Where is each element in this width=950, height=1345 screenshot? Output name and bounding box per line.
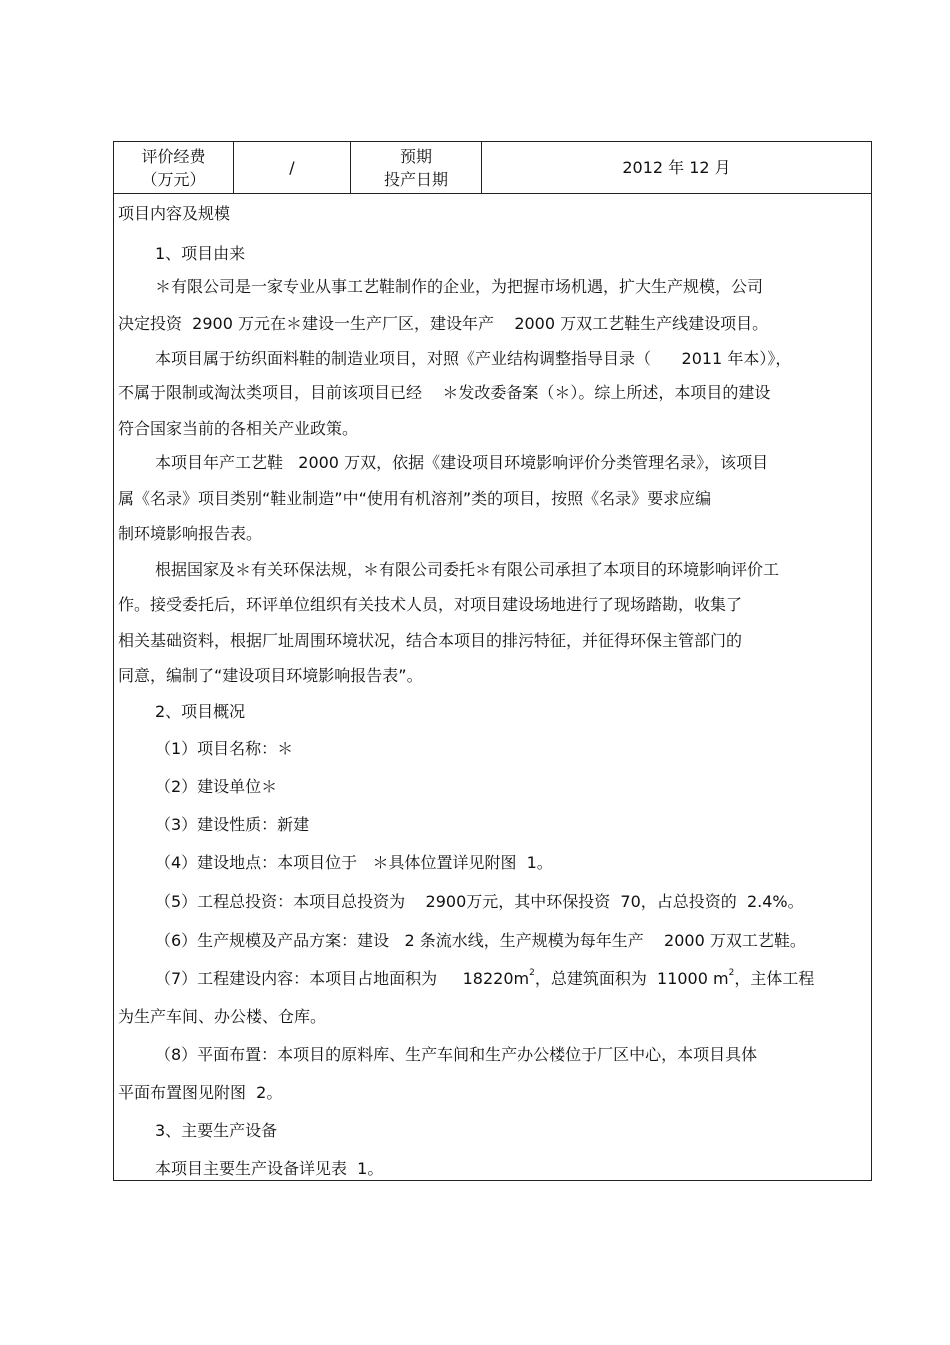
item7-text-c: ，主体工程 <box>734 969 815 988</box>
para4-line1: 根据国家及＊有关环保法规，＊有限公司委托＊有限公司承担了本项目的环境影响评价工 <box>155 560 780 579</box>
item5: （5）工程总投资：本项目总投资为 2900万元，其中环保投资 70，占总投资的 2.4%。 <box>155 892 804 911</box>
section3-text: 本项目主要生产设备详见表 1。 <box>155 1159 384 1178</box>
area-superscript: 2 <box>529 968 535 978</box>
date-label-cell <box>351 142 482 193</box>
area-superscript-2: 2 <box>728 968 735 978</box>
item4: （4）建设地点：本项目位于 ＊具体位置详见附图 1。 <box>155 853 553 872</box>
item8-line2: 平面布置图见附图 2。 <box>118 1083 283 1102</box>
project-form-table <box>113 141 872 1181</box>
para4-line4: 同意，编制了“建设项目环境影响报告表”。 <box>118 666 423 685</box>
item7-text-a: （7）工程建设内容：本项目占地面积为 18220m <box>155 969 530 988</box>
item7-line2: 为生产车间、办公楼、仓库。 <box>118 1007 327 1026</box>
fee-label-line1: 评价经费 <box>141 146 206 166</box>
section2-title: 2、项目概况 <box>155 702 246 721</box>
date-value: 2012 年 12 月 <box>622 158 731 177</box>
fee-label-cell <box>114 142 234 193</box>
para2-line1: 本项目属于纺织面料鞋的制造业项目，对照《产业结构调整指导目录（ 2011 年本）》， <box>155 349 792 368</box>
date-label-line1: 预期 <box>399 146 432 166</box>
section-title: 项目内容及规模 <box>118 204 231 223</box>
para3-line1: 本项目年产工艺鞋 2000 万双，依据《建设项目环境影响评价分类管理名录》，该项目 <box>155 453 769 472</box>
item7-text-b: ，总建筑面积为 11000 m <box>534 969 729 988</box>
section1-title: 1、项目由来 <box>155 244 246 263</box>
para2-line2: 不属于限制或淘汰类项目，目前该项目已经 ＊发改委备案（＊）。综上所述，本项目的建设 <box>118 383 771 402</box>
fee-value-cell <box>234 142 351 193</box>
header-row <box>114 142 871 194</box>
para3-line3: 制环境影响报告表。 <box>118 524 263 543</box>
para1-line1: ＊有限公司是一家专业从事工艺鞋制作的企业，为把握市场机遇，扩大生产规模，公司 <box>155 277 764 296</box>
fee-value: / <box>289 158 295 177</box>
date-value-cell <box>482 142 871 193</box>
date-label-line2: 投产日期 <box>383 169 448 189</box>
para4-line2: 作。接受委托后，环评单位组织有关技术人员，对项目建设场地进行了现场踏勘，收集了 <box>118 595 743 614</box>
section3-title: 3、主要生产设备 <box>155 1121 278 1140</box>
item3: （3）建设性质：新建 <box>155 815 310 834</box>
item7-line1 <box>155 968 814 990</box>
item8-line1: （8）平面布置：本项目的原料库、生产车间和生产办公楼位于厂区中心，本项目具体 <box>155 1045 758 1064</box>
para4-line3: 相关基础资料，根据厂址周围环境状况，结合本项目的排污特征，并征得环保主管部门的 <box>118 631 743 650</box>
para3-line2: 属《名录》项目类别“鞋业制造”中“使用有机溶剂”类的项目，按照《名录》要求应编 <box>118 489 712 508</box>
para1-line2: 决定投资 2900 万元在＊建设一生产厂区，建设年产 2000 万双工艺鞋生产线建设项目。 <box>118 314 769 333</box>
para2-line3: 符合国家当前的各相关产业政策。 <box>118 419 359 438</box>
item6: （6）生产规模及产品方案：建设 2 条流水线，生产规模为每年生产 2000 万双工艺鞋。 <box>155 931 806 950</box>
item1: （1）项目名称：＊ <box>155 739 294 758</box>
item2: （2）建设单位＊ <box>155 777 278 796</box>
fee-label-line2: （万元） <box>141 169 206 189</box>
